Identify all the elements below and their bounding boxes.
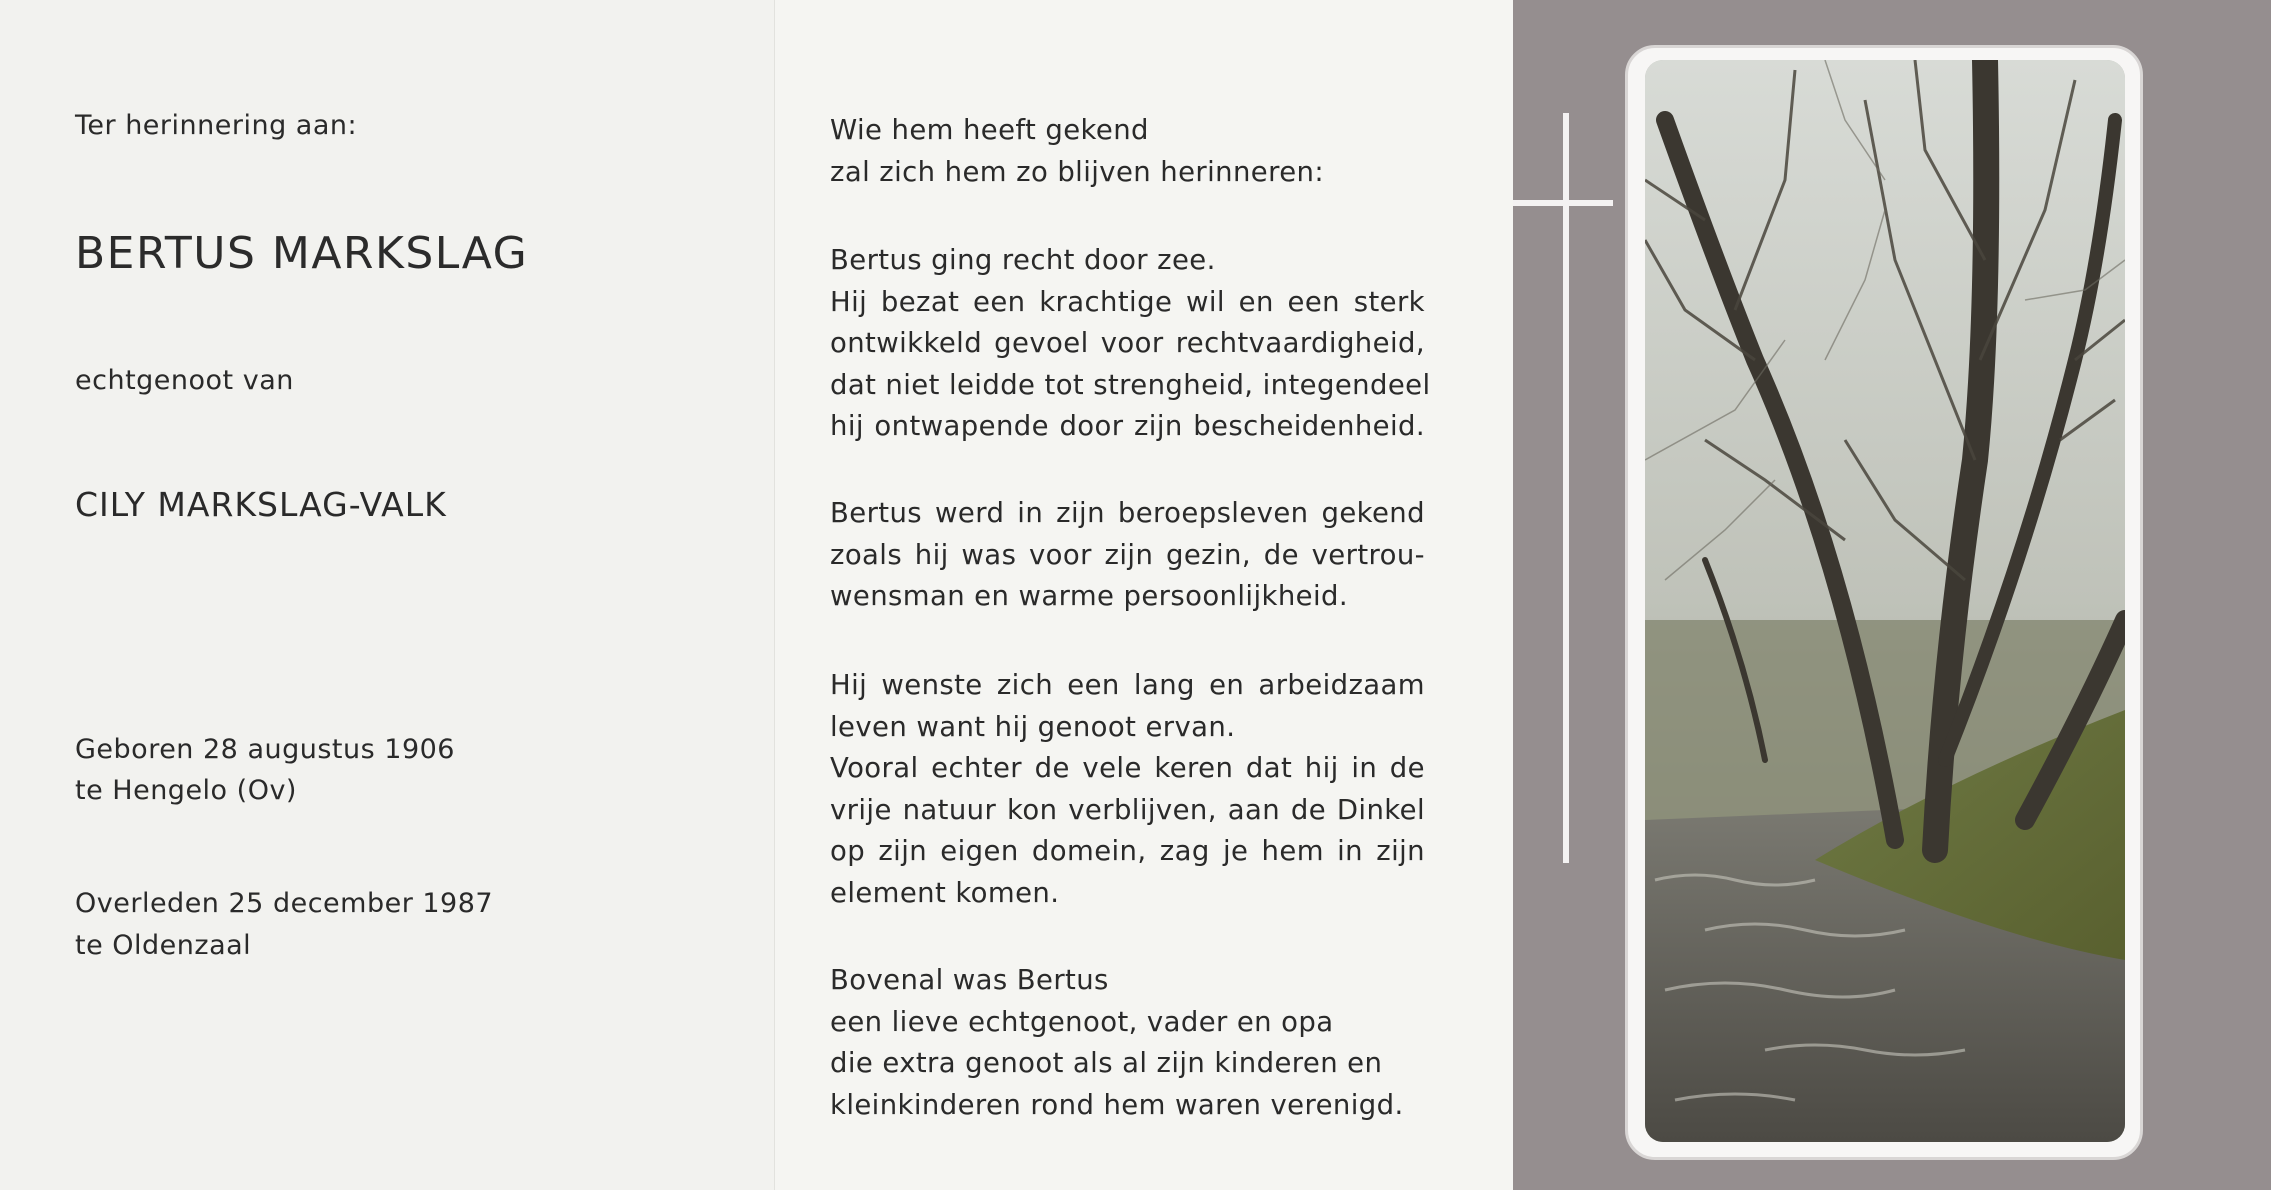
- died-place: te Oldenzaal: [75, 930, 252, 961]
- poem-stanza-1: [830, 110, 1425, 193]
- poem-line: op zijn eigen domein, zag je hem in zijn: [830, 835, 1425, 867]
- poem-stanza-4: [830, 665, 1425, 914]
- poem-line: wensman en warme persoonlijkheid.: [830, 580, 1349, 612]
- left-panel: [0, 0, 775, 1200]
- poem-line: kleinkinderen rond hem waren verenigd.: [830, 1088, 1404, 1121]
- poem-line: vrije natuur kon verblijven, aan de Dinkel: [830, 793, 1425, 826]
- cross-vertical-bar: [1563, 113, 1569, 863]
- poem-line: Hij bezat een krachtige wil en een sterk: [830, 285, 1425, 318]
- relation-text: echtgenoot van: [75, 365, 294, 396]
- cross-horizontal-bar: [1513, 200, 1613, 206]
- poem-stanza-2: [830, 240, 1431, 448]
- intro-text: Ter herinnering aan:: [75, 110, 358, 141]
- poem-line: die extra genoot als al zijn kinderen en: [830, 1047, 1383, 1079]
- poem-line: dat niet leidde tot strengheid, integendeel: [830, 368, 1431, 401]
- poem-line: zal zich hem zo blijven herinneren:: [830, 155, 1325, 188]
- poem-line: Hij wenste zich een lang en arbeidzaam: [830, 669, 1425, 701]
- poem-line: een lieve echtgenoot, vader en opa: [830, 1005, 1334, 1038]
- poem-line: element komen.: [830, 876, 1060, 909]
- spouse-name: CILY MARKSLAG-VALK: [75, 485, 447, 524]
- poem-line: ontwikkeld gevoel voor rechtvaardigheid,: [830, 327, 1425, 359]
- died-date: Overleden 25 december 1987: [75, 888, 494, 919]
- poem-stanza-3: [830, 493, 1425, 618]
- poem-line: Wie hem heeft gekend: [830, 114, 1149, 146]
- poem-line: zoals hij was voor zijn gezin, de vertrou-: [830, 538, 1425, 571]
- poem-line: hij ontwapende door zijn bescheidenheid.: [830, 410, 1425, 442]
- trees-by-river-photo: [1645, 60, 2125, 1142]
- poem-line: leven want hij genoot ervan.: [830, 710, 1236, 743]
- poem-line: Bertus werd in zijn beroepsleven gekend: [830, 497, 1425, 529]
- poem-stanza-5: [830, 960, 1425, 1126]
- poem-line: Bertus ging recht door zee.: [830, 244, 1216, 276]
- poem-line: Vooral echter de vele keren dat hij in de: [830, 752, 1425, 784]
- born-date: Geboren 28 augustus 1906: [75, 734, 455, 765]
- deceased-name: BERTUS MARKSLAG: [75, 228, 529, 279]
- born-place: te Hengelo (Ov): [75, 775, 297, 806]
- poem-line: Bovenal was Bertus: [830, 964, 1109, 996]
- bottom-edge: [0, 1190, 2271, 1200]
